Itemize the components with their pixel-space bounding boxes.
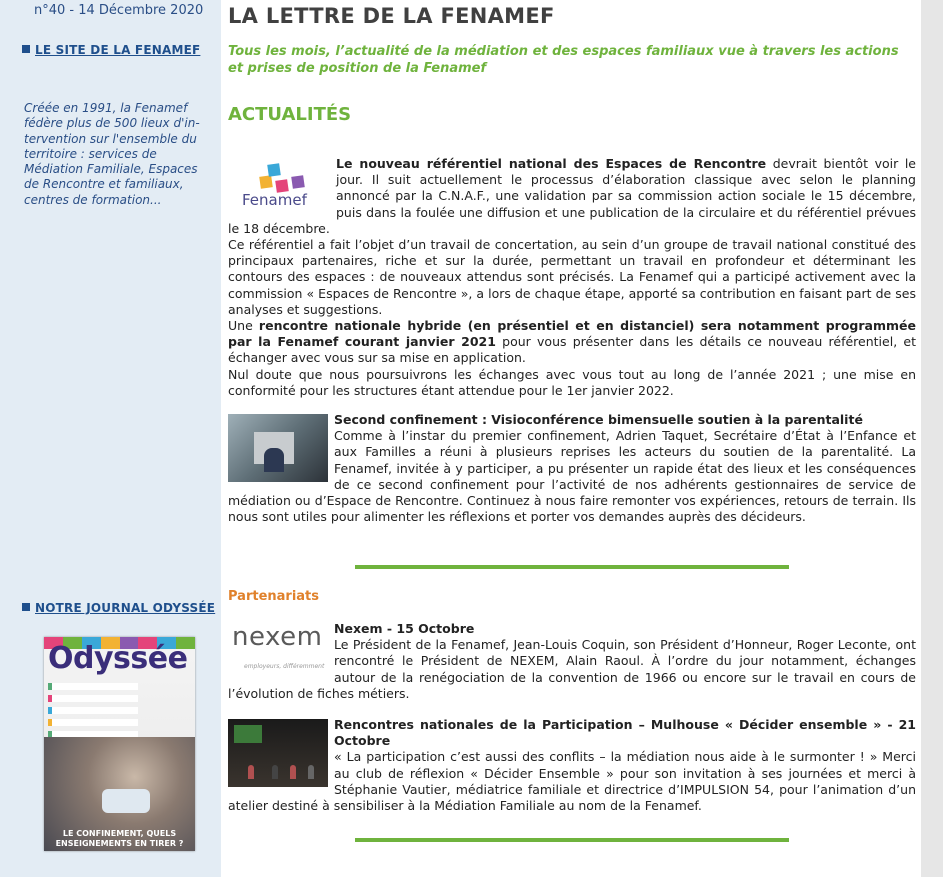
photo-person-shape [248,765,254,779]
bullet-square-icon [22,45,30,53]
article-referentiel-para4: Nul doute que nous poursuivrons les échanges avec vous tout au long de l’année 2021 ; une mise en conformité pour les structures étant attendue pour le 1er janvier 2022. [228,366,916,398]
article-referentiel-lead: devrait bientôt voir le jour. Il suit actuellement le processus d’élaboration classique avec selon le planning annoncé par la C.N.A.F., une validation par sa commission action sociale le 15 décembre, puis dans la foulée une diffusion et une publication de la circulaire et du référentiel prévues le 18 décembre. [228,156,916,236]
section-divider [355,565,789,569]
bullet-square-icon [22,603,30,611]
nexem-logo-tagline: employeurs, différemment [244,663,325,670]
fenamef-logo-text: Fenamef [242,191,307,209]
journal-link-label: NOTRE JOURNAL ODYSSÉE [35,601,216,615]
article-referentiel-title: Le nouveau référentiel national des Espaces de Rencontre [336,156,767,171]
article-confinement [228,412,916,525]
section-heading-partenariats: Partenariats [228,589,320,604]
organization-description: Créée en 1991, la Fenamef fédère plus de 500 lieux d'in-tervention sur l'ensemble du territoire : services de Médiation Familiale, Espaces de Rencontre et familiaux, centres de formation... [24,101,200,207]
sidebar [0,0,221,877]
article-confinement-title: Second confinement : Visioconférence bimensuelle soutien à la parentalité [334,412,863,427]
article-participation [228,717,916,814]
visioconference-photo [228,414,328,482]
cover-title: Odyssée [48,641,188,676]
article-referentiel-para3 [228,318,916,367]
fenamef-logo [228,162,330,216]
site-link-label: LE SITE DE LA FENAMEF [35,43,201,57]
article-nexem-text [228,621,916,702]
article-referentiel-para1 [228,156,916,237]
photo-screen-shape [234,725,262,743]
photo-person-shape [264,448,284,472]
article-nexem-body: Le Président de la Fenamef, Jean-Louis Coquin, son Président d’Honneur, Roger Leconte, ont rencontré le Président de NEXEM, Alain Raoul. À l’ordre du jour notamment, échanges autour de la renégociation de la convention de 1966 ou encore sur le travail en cours de l’évolution de fiches métiers. [228,637,916,701]
article-referentiel [228,156,916,399]
para3-prefix: Une [228,318,259,334]
article-referentiel-para2: Ce référentiel a fait l’objet d’un travail de concertation, au sein d’un groupe de travail national constitué des principaux partenaires, riche et sur la durée, permettant un travail en profondeur et déterminant les contours des espaces : de nouveaux attendus sont précisés. La Fenamef qui a participé activement avec la commission « Espaces de Rencontre », a lors de chaque étape, apporté sa contribution en faisant part de ses analyses et suggestions. [228,237,916,317]
section-divider [355,838,789,842]
para3-rest: pour vous présenter dans les détails ce nouveau référentiel, et échanger avec vous sur sa mise en application. [228,334,916,366]
article-nexem [228,621,916,702]
cover-mask-shape [102,789,150,813]
article-participation-title: Rencontres nationales de la Participation – Mulhouse « Décider ensemble » - 21 Octobre [334,717,916,749]
cover-caption: LE CONFINEMENT, QUELS ENSEIGNEMENTS EN TIRER ? [55,829,184,848]
photo-person-shape [308,765,314,779]
article-nexem-title: Nexem - 15 Octobre [334,621,475,636]
journal-cover-image[interactable] [44,637,195,851]
article-confinement-body: Comme à l’instar du premier confinement, Adrien Taquet, Secrétaire d’État à l’Enfance et aux Familles a réuni à plusieurs reprises les acteurs du soutien de la parentalité. La Fenamef, invitée à y participer, a pu présenter un rapide état des lieux et les conséquences de ce second confinement pour l’activité de nos adhérents gestionnaires de service de médiation ou d’Espace de Rencontre. Continuez à nous faire remonter vos expériences, retours de terrain. Ils nous sont utiles pour alimenter les réflexions et porter vos demandes auprès des décideurs. [228,428,916,525]
article-participation-text [228,717,916,814]
page-title: LA LETTRE DE LA FENAMEF [228,4,555,28]
article-participation-body: « La participation c’est aussi des conflits – la médiation nous aide à le surmonter ! » Merci au club de réflexion « Décider Ensemble » pour son invitation à ses journées et merci à Stéphanie Vautier, médiatrice familiale et directrice d’IMPULSION 54, pour l’animation d’un atelier destiné à sensibiliser à la Médiation Familiale au nom de la Fenamef. [228,749,916,814]
cover-toc [48,683,138,743]
issue-number: n°40 - 14 Décembre 2020 [34,3,204,18]
main-content [221,0,921,877]
photo-person-shape [272,765,278,779]
article-confinement-text [228,412,916,525]
intro-text: Tous les mois, l’actualité de la médiation et des espaces familiaux vue à travers les actions et prises de position de la Fenamef [228,44,899,76]
site-link[interactable] [22,43,200,57]
para3-highlight: rencontre nationale hybride (en présentiel et en distanciel) sera notamment programmée par la Fenamef courant janvier 2021 [228,318,916,350]
section-heading-actualites: ACTUALITÉS [228,104,352,125]
participation-photo [228,719,328,787]
photo-person-shape [290,765,296,779]
journal-link[interactable] [22,601,215,615]
nexem-logo [228,622,328,670]
nexem-logo-text: nexem [232,622,323,652]
